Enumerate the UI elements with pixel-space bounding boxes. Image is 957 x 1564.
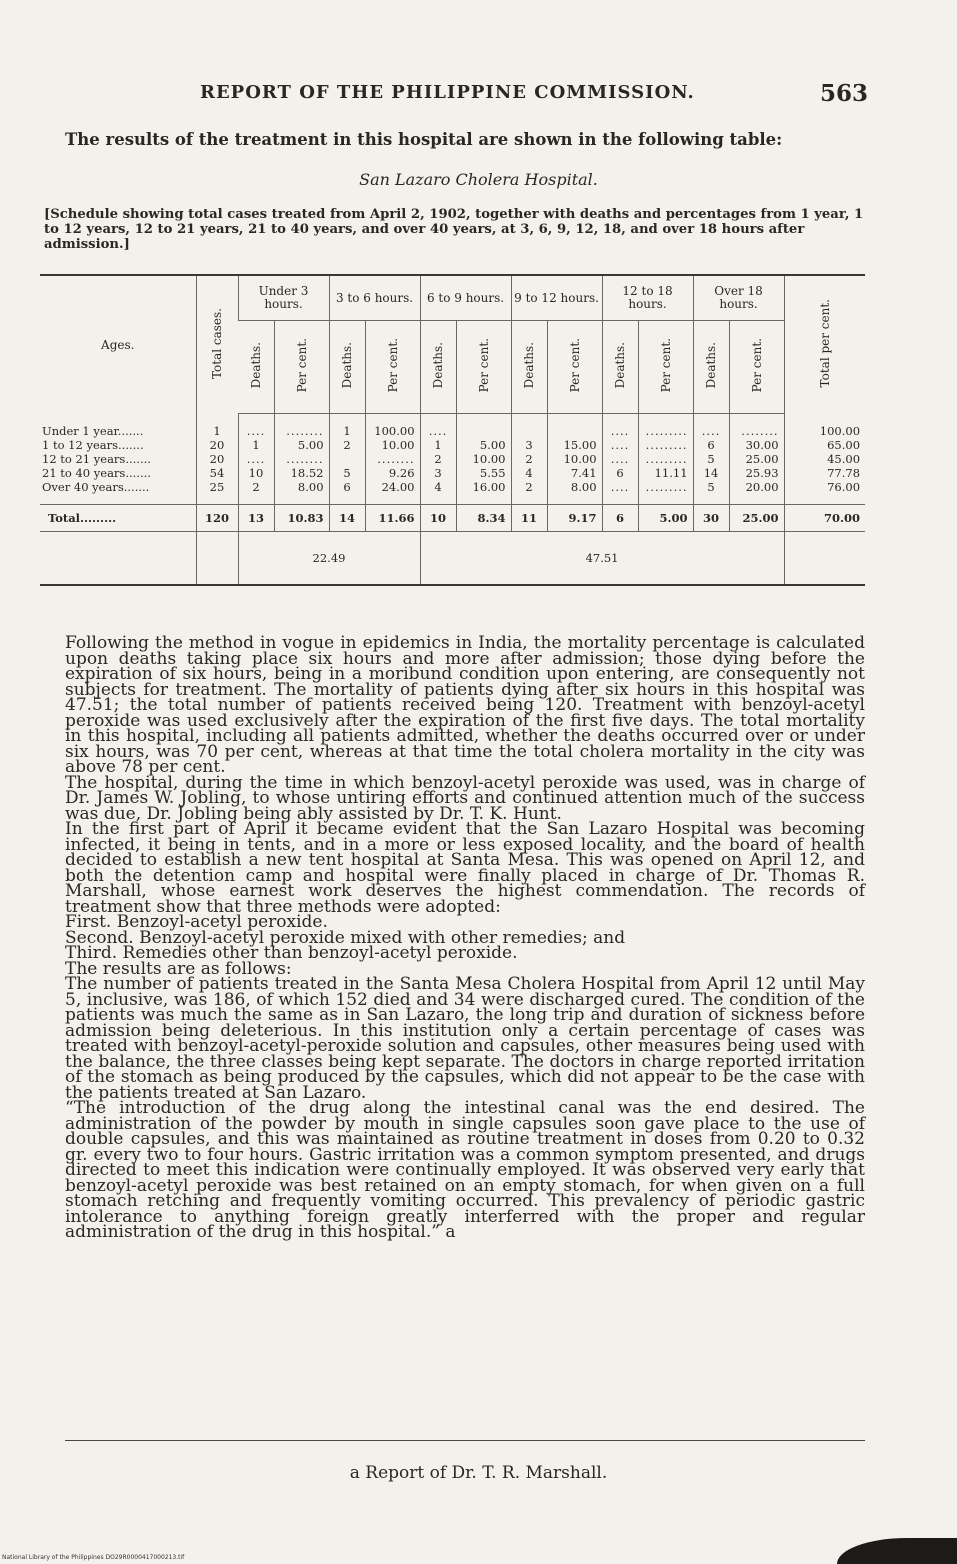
percent-cell: ........ (274, 452, 329, 466)
scan-footer: National Library of the Philippines DO29R0000417000213.tif (2, 1554, 185, 1561)
percent-cell: 9.26 (365, 466, 420, 480)
deaths-cell: 2 (511, 480, 547, 505)
deaths-cell: .... (602, 452, 638, 466)
deaths-cell: 14 (329, 505, 365, 532)
header-deaths: Deaths. (522, 342, 537, 389)
deaths-cell: .... (602, 438, 638, 452)
age-label: 1 to 12 years....... (42, 438, 144, 452)
deaths-cell (329, 452, 365, 466)
header-percent: Per cent. (385, 338, 400, 393)
deaths-cell: 6 (602, 466, 638, 480)
percent-cell (456, 414, 511, 439)
header-deaths: Deaths. (340, 342, 355, 389)
deaths-cell: .... (602, 414, 638, 439)
header-group-under-3: Under 3 hours. (238, 275, 329, 321)
deaths-cell: .... (420, 414, 456, 439)
percent-cell: 5.00 (456, 438, 511, 452)
running-title: REPORT OF THE PHILIPPINE COMMISSION. (200, 82, 695, 103)
percent-cell: 8.34 (456, 505, 511, 532)
scan-edge-shadow (837, 1538, 957, 1564)
deaths-cell: 5 (693, 452, 729, 466)
total-cases-cell: 1 (196, 414, 238, 439)
total-percent-cell: 76.00 (784, 480, 865, 505)
total-percent-cell: 65.00 (784, 438, 865, 452)
age-label: 12 to 21 years....... (42, 452, 151, 466)
percent-cell: ......... (638, 414, 693, 439)
sum-over-6-hours: 47.51 (420, 532, 784, 586)
paragraph: The results are as follows: (65, 958, 292, 979)
total-percent-cell: 70.00 (784, 505, 865, 532)
percent-cell: 25.00 (729, 452, 784, 466)
percent-cell: 10.00 (547, 452, 602, 466)
intro-sentence: The results of the treatment in this hospital are shown in the following table: (65, 130, 783, 149)
percent-cell: 10.00 (456, 452, 511, 466)
percent-cell: 8.00 (274, 480, 329, 505)
table-row (40, 480, 865, 505)
table-row (40, 466, 865, 480)
mortality-table (40, 274, 865, 586)
deaths-cell: 2 (511, 452, 547, 466)
paragraph: First. Benzoyl-acetyl peroxide. (65, 912, 328, 932)
total-percent-cell: 45.00 (784, 452, 865, 466)
deaths-cell: 1 (329, 414, 365, 439)
percent-cell: 24.00 (365, 480, 420, 505)
deaths-cell: 5 (693, 480, 729, 505)
paragraph: Following the method in vogue in epidemics in India, the mortality percentage is calculated upon deaths taking place six hours and more after admission; those dying before the expiration of six hours, being in a moribund condition upon entering, are consequently not subjects for treatment. The mortality of patients dying after six hours in this hospital was 47.51; the total number of patients received being 120. Treatment with benzoyl-acetyl peroxide was used exclusively after the expiration of the first five days. The total mortality in this hospital, including all patients admitted, whether the deaths occurred over or under six hours, was 70 per cent, whereas at that time the total cholera mortality in the city was above 78 per cent. (65, 633, 865, 777)
percent-cell: 16.00 (456, 480, 511, 505)
deaths-cell: 6 (329, 480, 365, 505)
header-percent: Per cent. (294, 338, 309, 393)
deaths-cell: 3 (420, 466, 456, 480)
header-group-6-to-9: 6 to 9 hours. (420, 275, 511, 321)
deaths-cell: 2 (329, 438, 365, 452)
deaths-cell: 4 (511, 466, 547, 480)
schedule-note: [Schedule showing total cases treated from April 2, 1902, together with deaths and percentages from 1 year, 1 to 12 years, 12 to 21 years, 21 to 40 years, and over 40 years, at 3, 6, 9, 12, 18, and over 18 hours after admission.] (44, 207, 864, 252)
footnote-rule (65, 1440, 865, 1441)
running-header (200, 80, 930, 114)
header-deaths: Deaths. (248, 342, 263, 389)
body-text (65, 633, 865, 1242)
percent-cell: 7.41 (547, 466, 602, 480)
deaths-cell: 4 (420, 480, 456, 505)
deaths-cell: 14 (693, 466, 729, 480)
header-percent: Per cent. (749, 338, 764, 393)
percent-cell: 30.00 (729, 438, 784, 452)
total-cases-cell: 20 (196, 438, 238, 452)
percent-cell: 5.00 (274, 438, 329, 452)
age-label: 21 to 40 years....... (42, 466, 151, 480)
header-deaths: Deaths. (704, 342, 719, 389)
percent-cell: 10.83 (274, 505, 329, 532)
table-total-row (40, 505, 865, 532)
deaths-cell: 11 (511, 505, 547, 532)
header-deaths: Deaths. (613, 342, 628, 389)
header-group-3-to-6: 3 to 6 hours. (329, 275, 420, 321)
percent-cell: 10.00 (365, 438, 420, 452)
header-total-cases: Total cases. (210, 307, 224, 379)
paragraph: Second. Benzoyl-acetyl peroxide mixed with other remedies; and (65, 927, 626, 948)
percent-cell: ......... (638, 452, 693, 466)
deaths-cell: 10 (238, 466, 274, 480)
deaths-cell: .... (238, 414, 274, 439)
total-cases-cell: 54 (196, 466, 238, 480)
page-number: 563 (819, 80, 868, 107)
sum-under-6-hours: 22.49 (238, 532, 420, 586)
percent-cell: 8.00 (547, 480, 602, 505)
header-ages: Ages. (40, 275, 196, 414)
header-percent: Per cent. (567, 338, 582, 393)
header-group-9-to-12: 9 to 12 hours. (511, 275, 602, 321)
deaths-cell: 1 (238, 438, 274, 452)
total-label: Total......... (40, 505, 196, 532)
percent-cell: 25.00 (729, 505, 784, 532)
header-percent: Per cent. (658, 338, 673, 393)
percent-cell: ........ (274, 414, 329, 439)
footnote: a Report of Dr. T. R. Marshall. (349, 1463, 608, 1483)
percent-cell: 100.00 (365, 414, 420, 439)
percent-cell: 20.00 (729, 480, 784, 505)
paragraph: The number of patients treated in the Santa Mesa Cholera Hospital from April 12 until May 5, inclusive, was 186, of which 152 died and 34 were discharged cured. The condition of the patients was much the same as in San Lazaro, the long trip and duration of sickness before admission being deleterious. In this institution only a certain percentage of cases was treated with benzoyl-acetyl-peroxide solution and capsules, other measures being used with the balance, the three classes being kept separate. The doctors in charge reported irritation of the stomach as being produced by the capsules, which did not appear to be the case with the patients treated at San Lazaro. (65, 974, 865, 1103)
deaths-cell: 6 (693, 438, 729, 452)
deaths-cell: .... (602, 480, 638, 505)
paragraph: The hospital, during the time in which benzoyl-acetyl peroxide was used, was in charge of Dr. James W. Jobling, to whose untiring efforts and continued attention much of the success was due, Dr. Jobling being ably assisted by Dr. T. K. Hunt. (65, 772, 865, 824)
deaths-cell: 6 (602, 505, 638, 532)
percent-cell: 5.00 (638, 505, 693, 532)
paragraph: Third. Remedies other than benzoyl-acetyl peroxide. (65, 943, 518, 963)
paragraph: “The introduction of the drug along the intestinal canal was the end desired. The administration of the powder by mouth in single capsules soon gave place to the use of double capsules, and this was maintained as routine treatment in doses from 0.20 to 0.32 gr. every two to four hours. Gastric irritation was a common symptom presented, and drugs directed to meet this indication were continually employed. It was observed very early that benzoyl-acetyl peroxide was best retained on an empty stomach, for when given on a full stomach retching and frequently vomiting occurred. This prevalency of periodic gastric intolerance to anything foreign greatly interferred with the proper and regular administration of the drug in this hospital.” a (65, 1098, 865, 1242)
header-group-12-to-18: 12 to 18 hours. (602, 275, 693, 321)
percent-cell: 11.66 (365, 505, 420, 532)
deaths-cell: 1 (420, 438, 456, 452)
percent-cell: ........ (729, 414, 784, 439)
deaths-cell (511, 414, 547, 439)
percent-cell: 11.11 (638, 466, 693, 480)
percent-cell: 9.17 (547, 505, 602, 532)
header-total-percent: Total per cent. (817, 299, 832, 388)
total-percent-cell: 100.00 (784, 414, 865, 439)
paragraph: In the first part of April it became evident that the San Lazaro Hospital was becoming infected, it being in tents, and in a more or less exposed locality, and the board of health decided to establish a new tent hospital at Santa Mesa. This was opened on April 12, and both the detention camp and hospital were finally placed in charge of Dr. Thomas R. Marshall, whose earnest work deserves the highest commendation. The records of treatment show that three methods were adopted: (65, 819, 865, 917)
age-label: Under 1 year....... (42, 423, 144, 438)
deaths-cell: 2 (238, 480, 274, 505)
percent-cell: 18.52 (274, 466, 329, 480)
deaths-cell: 2 (420, 452, 456, 466)
percent-cell: ........ (365, 452, 420, 466)
deaths-cell: .... (238, 452, 274, 466)
total-cases-cell: 25 (196, 480, 238, 505)
table-row (40, 414, 865, 439)
total-percent-cell: 77.78 (784, 466, 865, 480)
age-label: Over 40 years....... (40, 480, 196, 505)
deaths-cell: 30 (693, 505, 729, 532)
table-caption: San Lazaro Cholera Hospital. (359, 170, 598, 189)
percent-cell: ......... (638, 438, 693, 452)
percent-cell: 5.55 (456, 466, 511, 480)
deaths-cell: 10 (420, 505, 456, 532)
table-row (40, 452, 865, 466)
percent-cell: 25.93 (729, 466, 784, 480)
percent-cell: 15.00 (547, 438, 602, 452)
deaths-cell: .... (693, 414, 729, 439)
table-summary-row (40, 532, 865, 586)
deaths-cell: 13 (238, 505, 274, 532)
header-group-over-18: Over 18 hours. (693, 275, 784, 321)
header-deaths: Deaths. (431, 342, 446, 389)
total-cases-cell: 120 (196, 505, 238, 532)
deaths-cell: 5 (329, 466, 365, 480)
table-row (40, 438, 865, 452)
mortality-table-wrap (40, 274, 865, 586)
total-cases-cell: 20 (196, 452, 238, 466)
percent-cell (547, 414, 602, 439)
header-percent: Per cent. (476, 338, 491, 393)
percent-cell: ......... (638, 480, 693, 505)
deaths-cell: 3 (511, 438, 547, 452)
